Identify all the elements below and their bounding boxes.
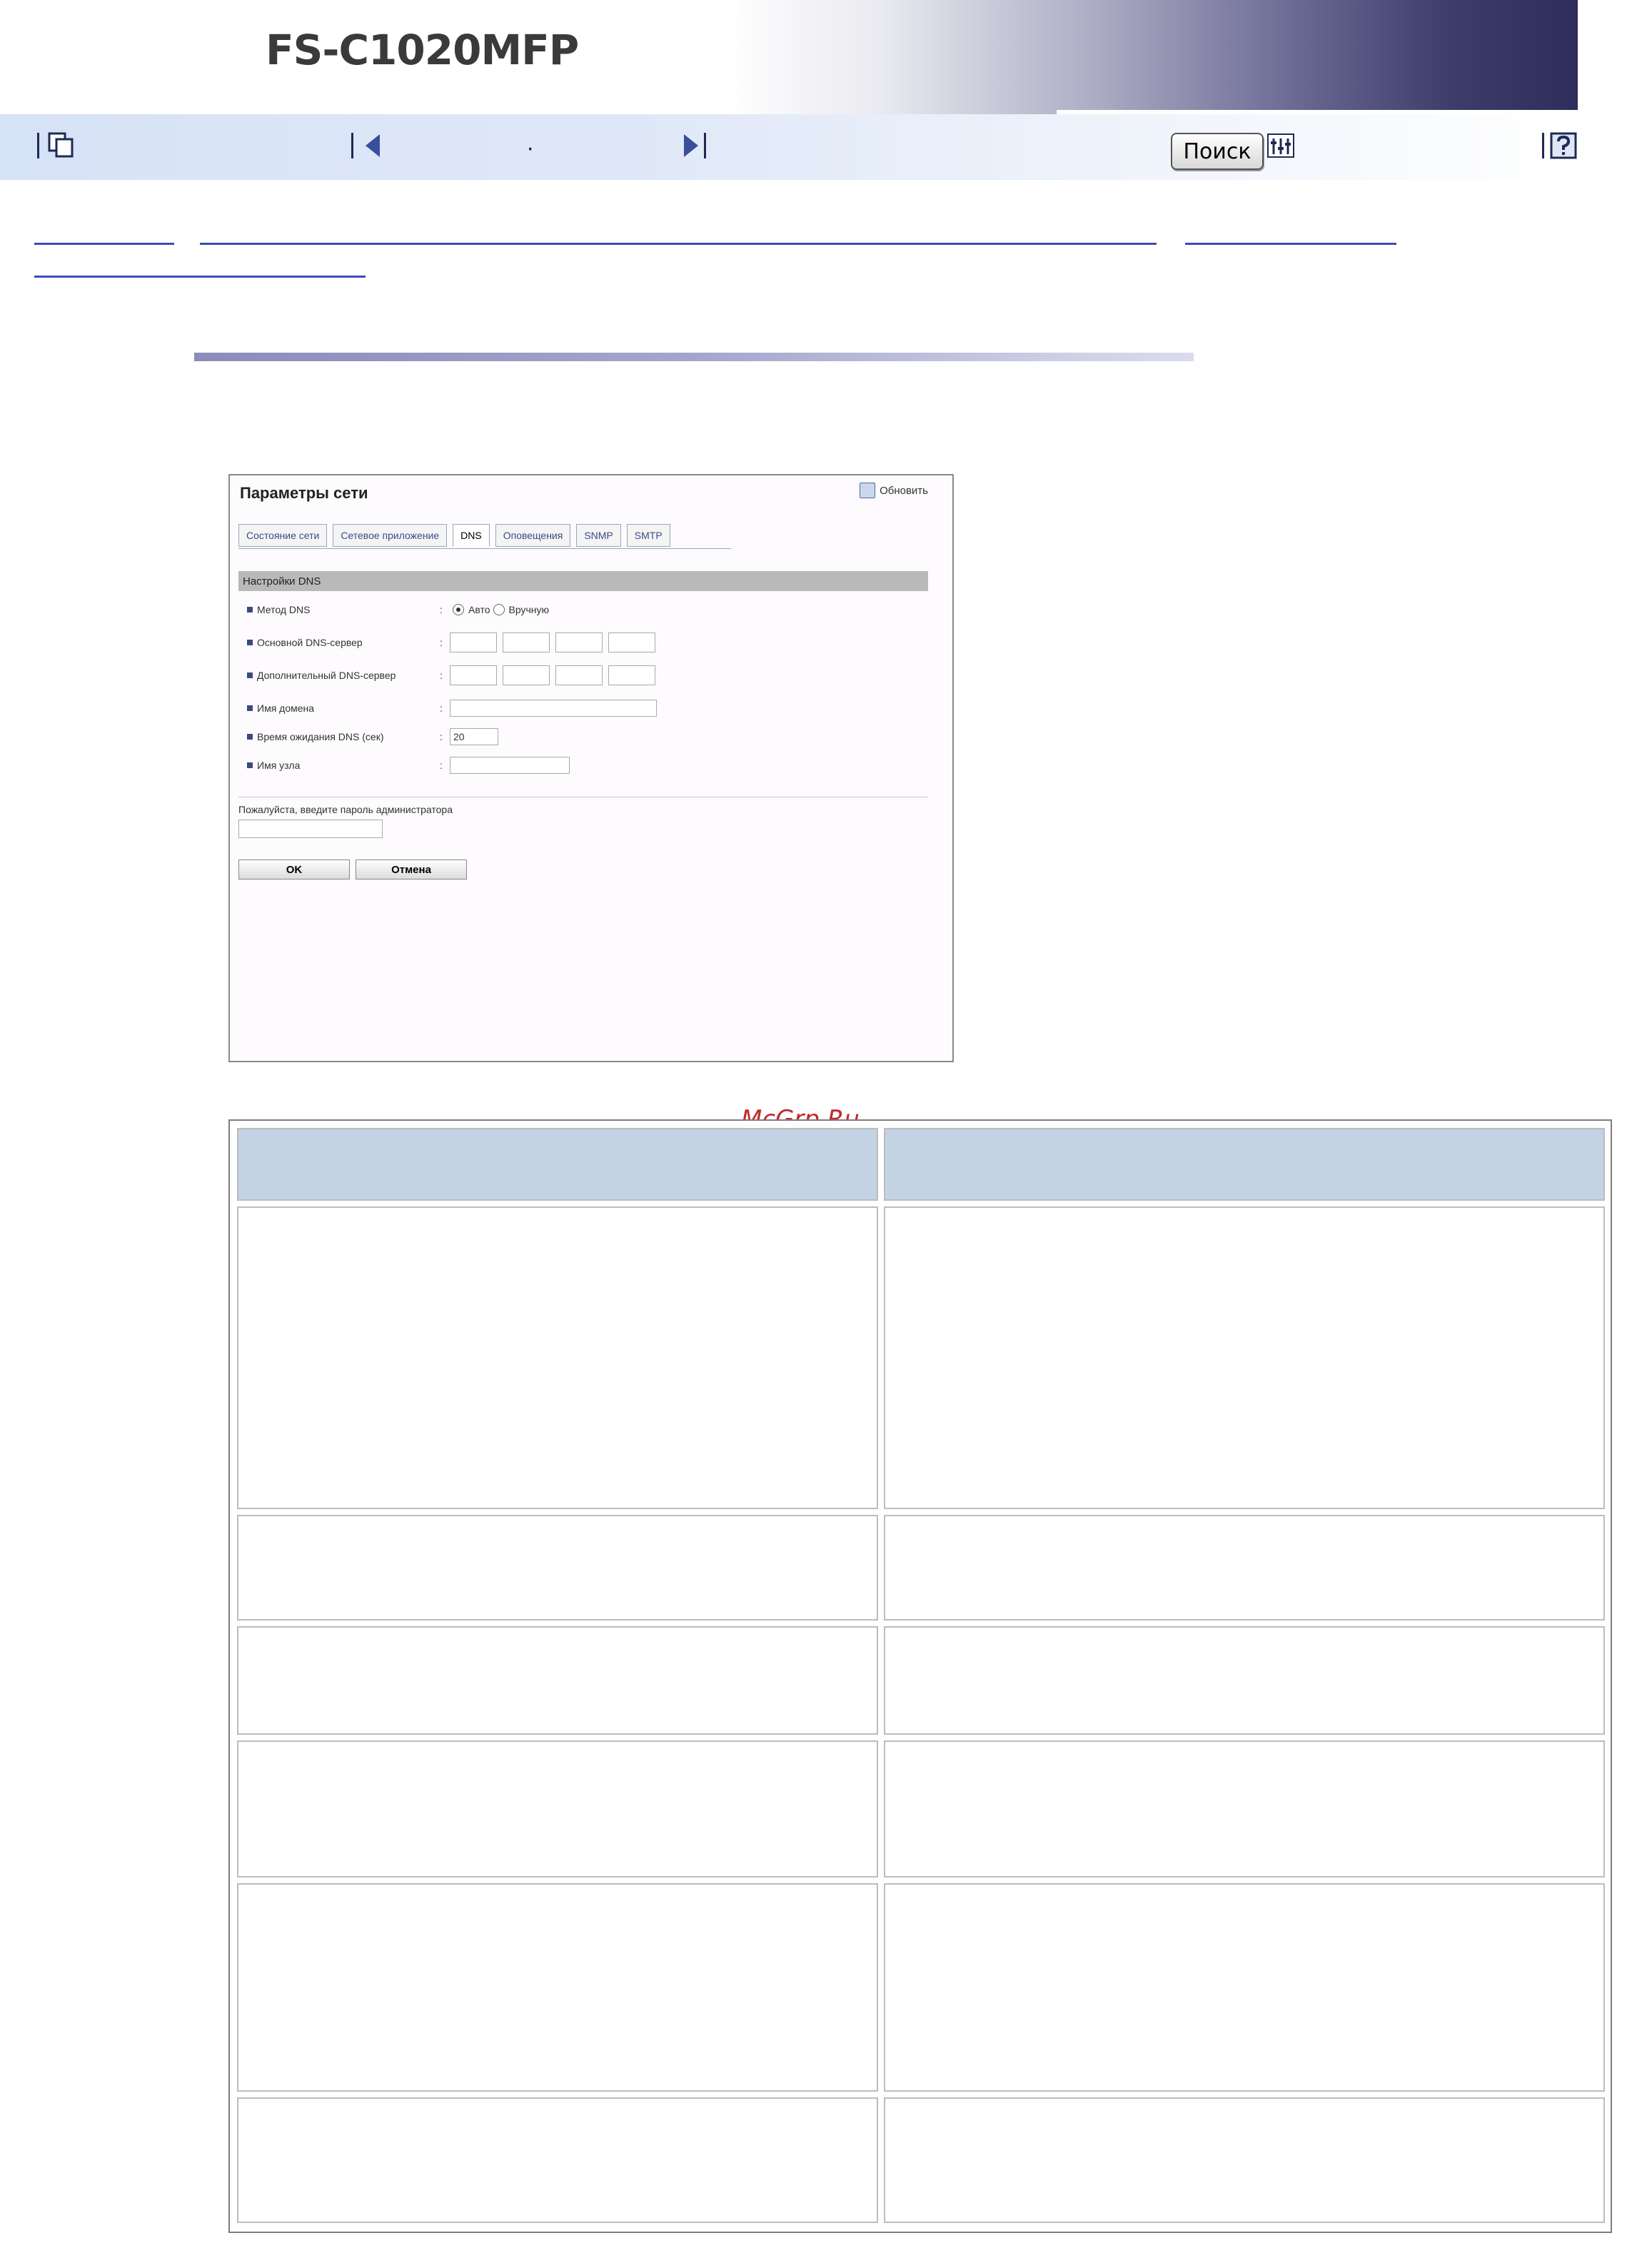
- primary-dns-octet-1[interactable]: [450, 632, 497, 652]
- tabs-baseline: [238, 548, 731, 549]
- breadcrumb-link[interactable]: [1185, 243, 1396, 245]
- primary-dns-octet-2[interactable]: [503, 632, 550, 652]
- primary-dns-label: Основной DNS-сервер: [257, 637, 363, 648]
- dns-timeout-label: Время ожидания DNS (сек): [257, 731, 384, 742]
- search-settings-icon[interactable]: [1266, 131, 1295, 160]
- tab-smtp[interactable]: SMTP: [627, 524, 670, 547]
- breadcrumb-link[interactable]: [34, 276, 366, 278]
- product-title: FS-C1020MFP: [266, 26, 579, 74]
- toolbar-separator: [704, 133, 706, 158]
- table-cell: [884, 1740, 1605, 1878]
- admin-password-input[interactable]: [238, 820, 383, 838]
- primary-dns-octet-4[interactable]: [608, 632, 655, 652]
- toolbar: [0, 114, 1578, 180]
- secondary-dns-label: Дополнительный DNS-сервер: [257, 670, 396, 681]
- bullet-icon: [247, 705, 253, 711]
- table-cell: [237, 1515, 878, 1621]
- header-banner: [0, 0, 1578, 114]
- refresh-label: Обновить: [880, 484, 928, 497]
- network-settings-screenshot: [228, 474, 954, 1062]
- manual-radio[interactable]: [493, 604, 505, 615]
- section-header: Настройки DNS: [238, 571, 928, 591]
- table-cell: [237, 1883, 878, 2092]
- section-title-rule: [194, 353, 1194, 361]
- next-icon[interactable]: [678, 131, 707, 160]
- panel-title: Параметры сети: [240, 484, 368, 502]
- auto-option-label: Авто: [468, 604, 490, 615]
- cancel-button[interactable]: Отмена: [356, 860, 467, 880]
- field-colon: :: [440, 604, 443, 615]
- toolbar-separator: [1542, 133, 1544, 158]
- secondary-dns-octet-3[interactable]: [555, 665, 603, 685]
- field-colon: :: [440, 702, 443, 714]
- dns-timeout-input[interactable]: 20: [450, 728, 498, 745]
- secondary-dns-octet-2[interactable]: [503, 665, 550, 685]
- manual-option-label: Вручную: [508, 604, 550, 615]
- bullet-icon: [247, 607, 253, 613]
- auto-radio[interactable]: [453, 604, 464, 615]
- refresh-icon: [860, 483, 875, 498]
- table-cell: [237, 1206, 878, 1509]
- table-cell: [884, 1206, 1605, 1509]
- contents-icon[interactable]: [47, 131, 76, 160]
- field-colon: :: [440, 760, 443, 771]
- host-name-label: Имя узла: [257, 760, 301, 771]
- table-cell: [884, 1626, 1605, 1735]
- dns-timeout-row: [247, 725, 498, 748]
- tab-notifications[interactable]: Оповещения: [495, 524, 571, 547]
- refresh-link[interactable]: [860, 483, 928, 498]
- table-cell: [237, 1626, 878, 1735]
- table-header-cell: [884, 1128, 1605, 1201]
- field-colon: :: [440, 731, 443, 742]
- nav-separator-dot: ·: [527, 137, 534, 162]
- dns-method-label: Метод DNS: [257, 604, 311, 615]
- domain-name-label: Имя домена: [257, 702, 315, 714]
- ok-button[interactable]: OK: [238, 860, 350, 880]
- table-cell: [237, 1740, 878, 1878]
- tab-dns[interactable]: DNS: [453, 524, 490, 547]
- domain-name-input[interactable]: [450, 700, 657, 717]
- search-button[interactable]: Поиск: [1171, 133, 1264, 170]
- breadcrumb-link[interactable]: [200, 243, 1157, 245]
- toolbar-separator: [351, 133, 353, 158]
- bullet-icon: [247, 734, 253, 740]
- secondary-dns-row: [247, 664, 661, 687]
- table-cell: [884, 1883, 1605, 2092]
- domain-name-row: [247, 697, 657, 720]
- table-cell: [237, 2097, 878, 2223]
- bullet-icon: [247, 672, 253, 678]
- table-cell: [884, 1515, 1605, 1621]
- tab-network-status[interactable]: Состояние сети: [238, 524, 327, 547]
- host-name-input[interactable]: [450, 757, 570, 774]
- primary-dns-row: [247, 631, 661, 654]
- previous-icon[interactable]: [360, 131, 388, 160]
- toolbar-separator: [37, 133, 39, 158]
- breadcrumb-link[interactable]: [34, 243, 174, 245]
- field-colon: :: [440, 637, 443, 648]
- table-cell: [884, 2097, 1605, 2223]
- secondary-dns-octet-4[interactable]: [608, 665, 655, 685]
- tab-network-application[interactable]: Сетевое приложение: [333, 524, 447, 547]
- help-icon[interactable]: [1549, 131, 1578, 160]
- bullet-icon: [247, 762, 253, 768]
- dns-method-row: [247, 598, 549, 621]
- primary-dns-octet-3[interactable]: [555, 632, 603, 652]
- settings-table: [228, 1119, 1612, 2233]
- settings-tabs: [238, 524, 670, 548]
- secondary-dns-octet-1[interactable]: [450, 665, 497, 685]
- bullet-icon: [247, 640, 253, 645]
- field-colon: :: [440, 670, 443, 681]
- password-prompt: Пожалуйста, введите пароль администратора: [238, 804, 453, 815]
- table-header-cell: [237, 1128, 878, 1201]
- tab-snmp[interactable]: SNMP: [576, 524, 620, 547]
- host-name-row: [247, 754, 570, 777]
